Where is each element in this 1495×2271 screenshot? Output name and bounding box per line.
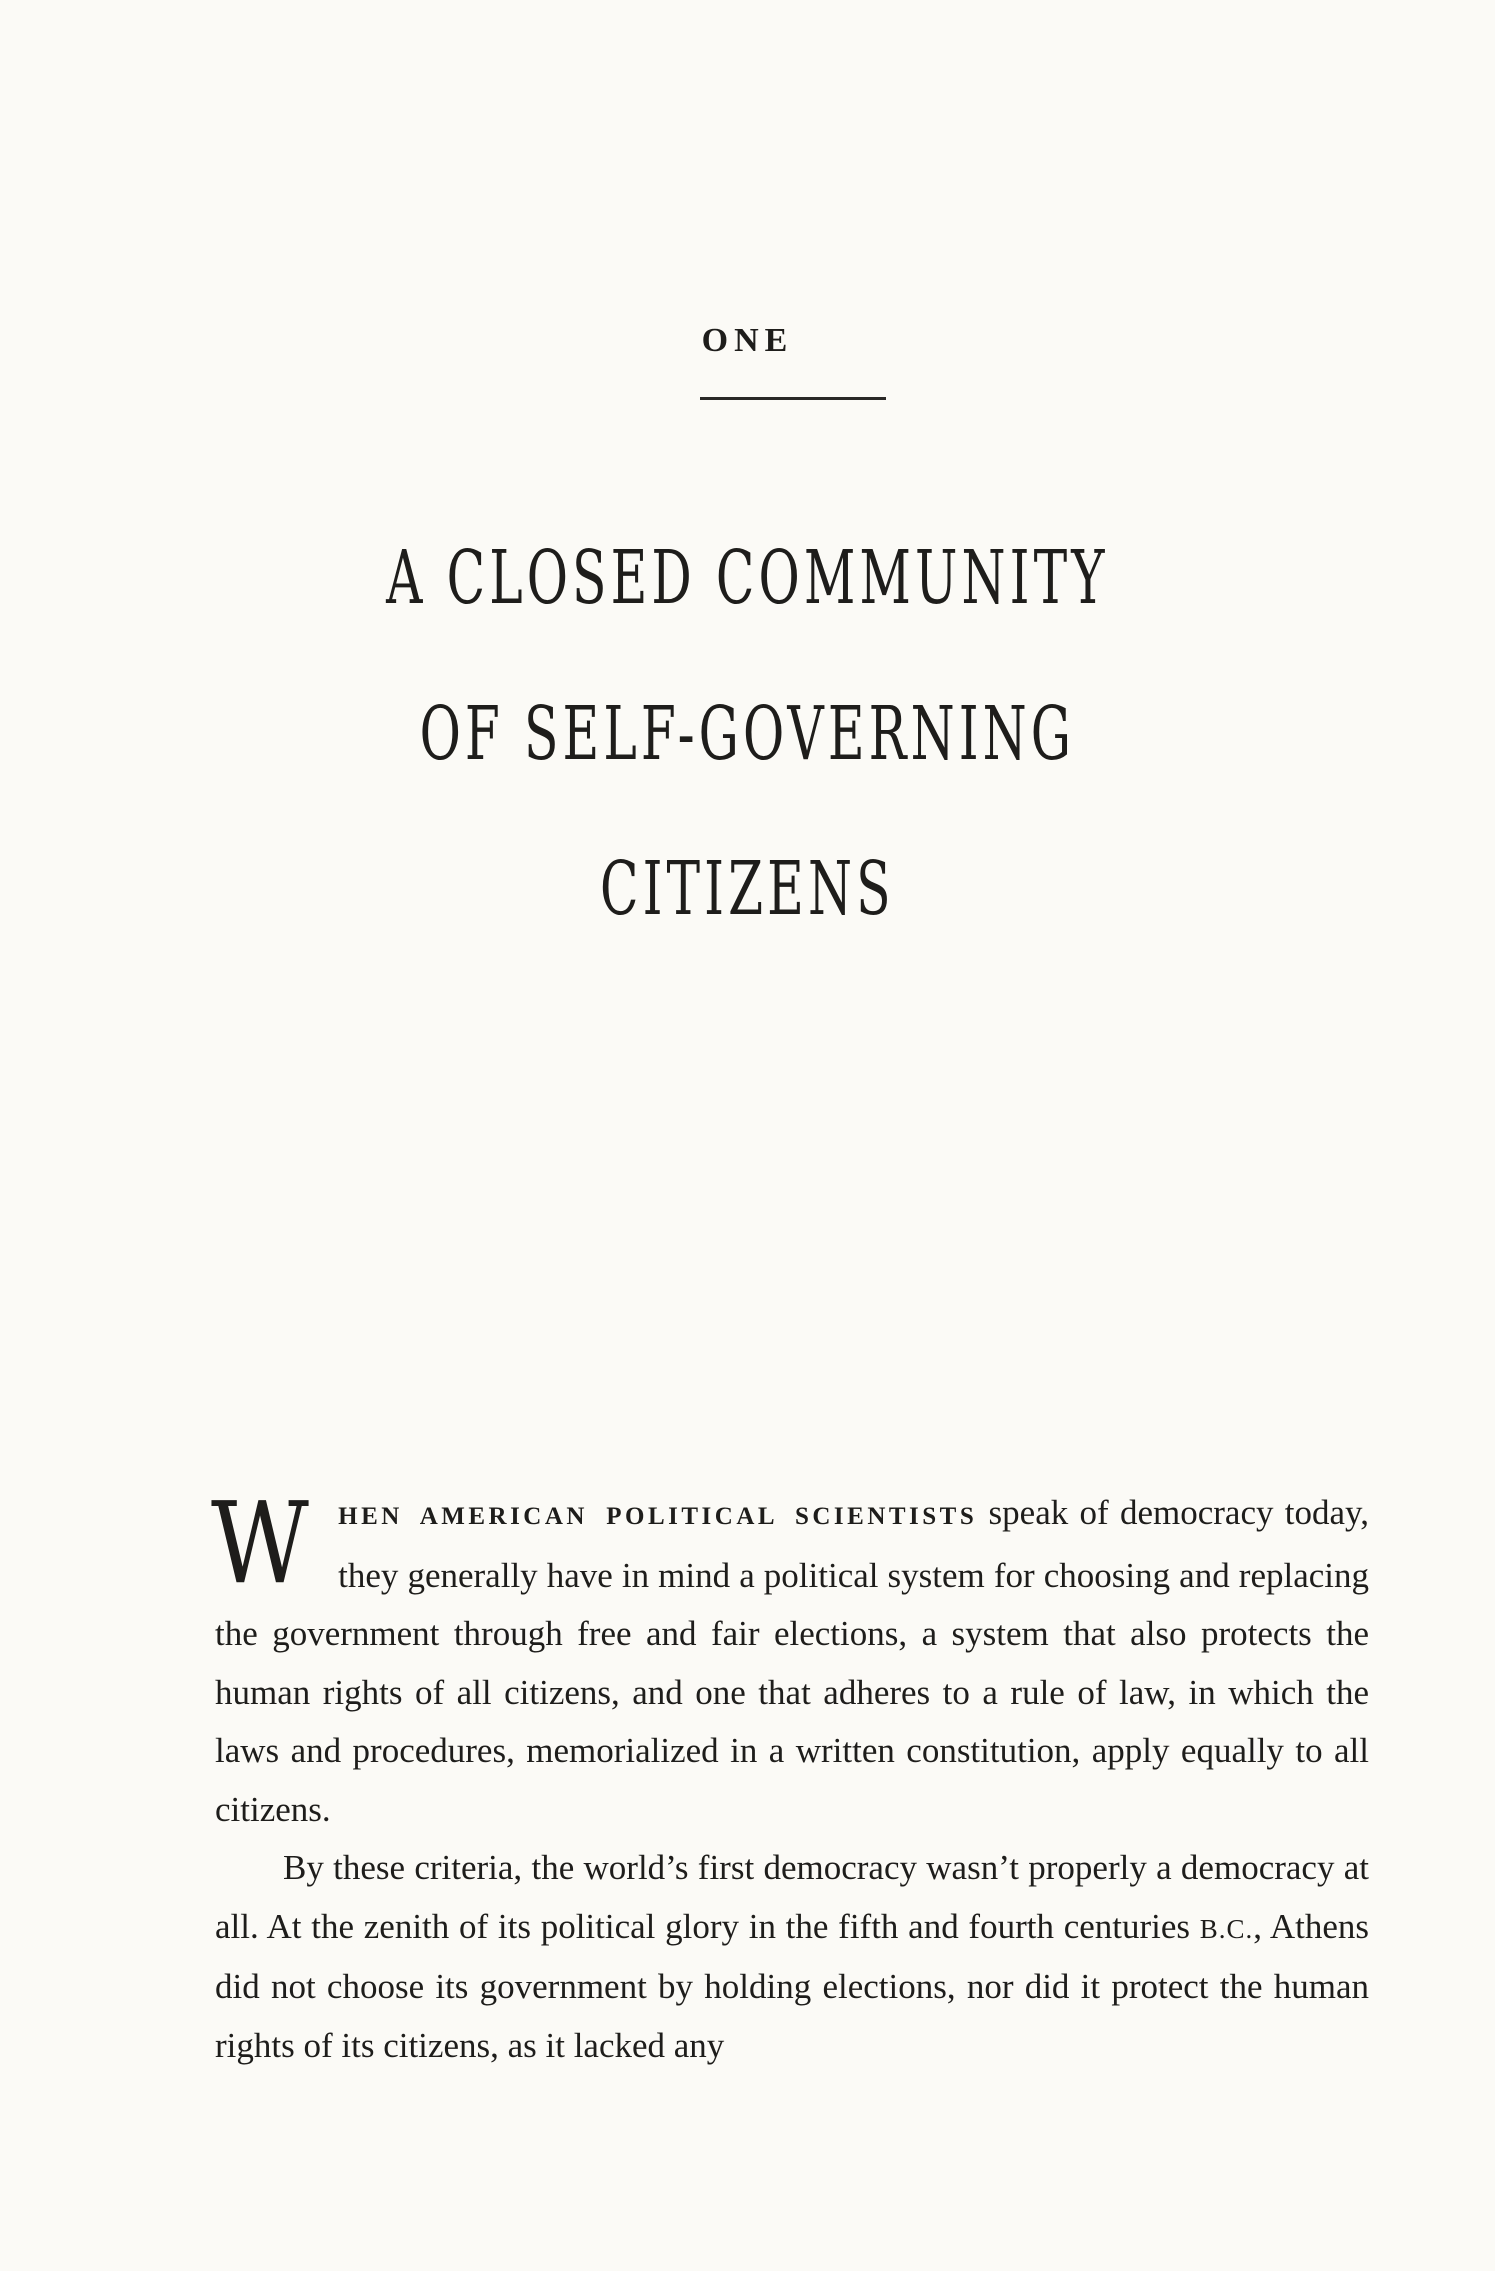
drop-cap: W bbox=[211, 1479, 309, 1609]
chapter-title-line-3: CITIZENS bbox=[600, 846, 895, 932]
paragraph-2 bbox=[215, 1839, 1369, 2075]
paragraph-1 bbox=[211, 1479, 1369, 1839]
era-abbreviation: B.C. bbox=[1199, 1913, 1254, 1944]
chapter-rule bbox=[700, 397, 886, 400]
body-text bbox=[211, 1479, 1369, 2075]
lead-in: HEN AMERICAN POLITICAL SCIENTISTS bbox=[338, 1503, 978, 1530]
paragraph-2-rest: , Athens did not choose its government by holding elections, nor did it protect the human rights of its citizens, as it lacked any bbox=[215, 1906, 1369, 2065]
paragraph-1-text: speak of democracy today, they generally have in mind a political system for choosing and replacing the government through free and fair elections, a system that also protects the human rights of all citizens, and one that adheres to a rule of law, in which the laws and procedures, memorialized in a written constitution, apply equally to all citizens. bbox=[215, 1493, 1369, 1829]
chapter-number: ONE bbox=[701, 322, 794, 359]
chapter-title-line-1: A CLOSED COMMUNITY bbox=[386, 535, 1109, 621]
paragraph-2-start: By these criteria, the world’s first democracy wasn’t properly a democracy at all. At the zenith of its political glory in the fifth and fourth centuries bbox=[215, 1848, 1369, 1946]
chapter-title-line-2: OF SELF-GOVERNING bbox=[419, 691, 1076, 777]
